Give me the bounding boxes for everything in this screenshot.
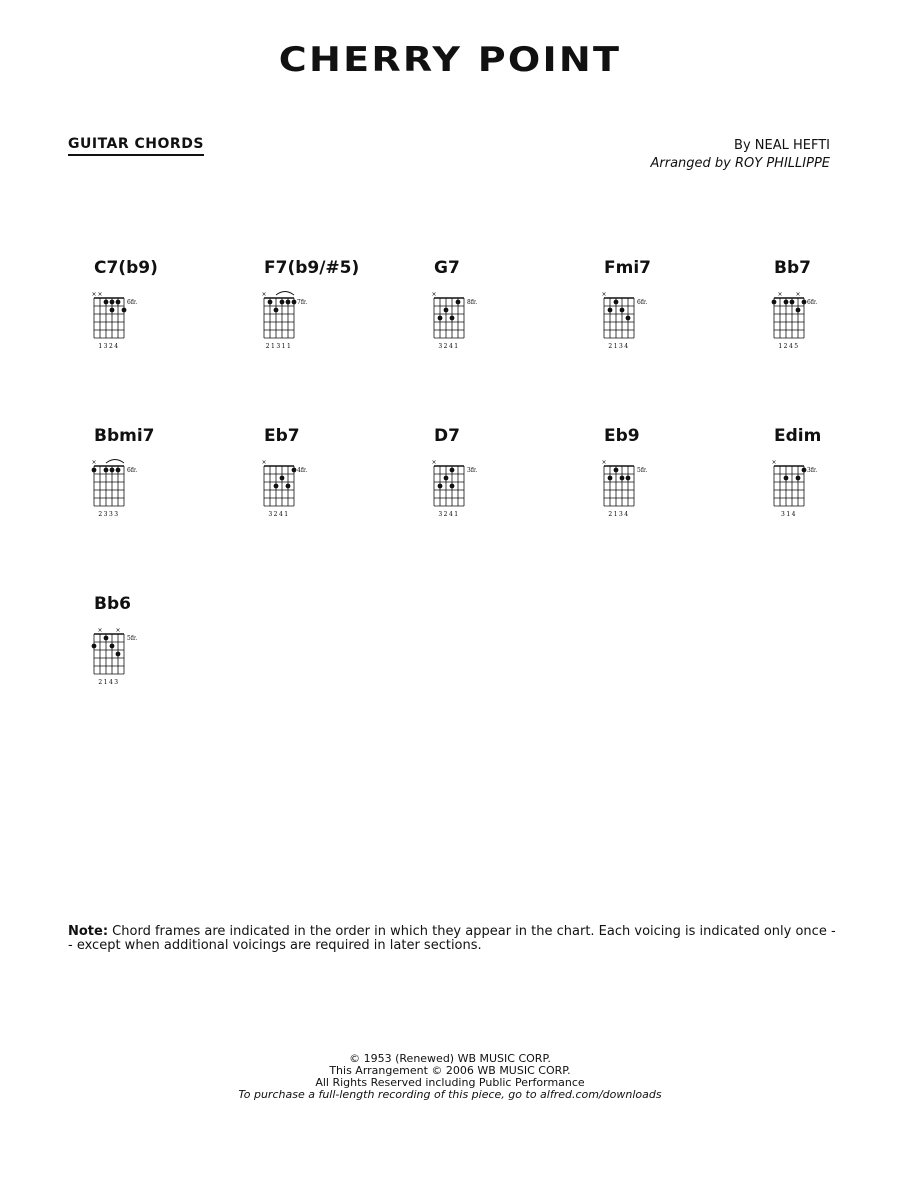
fret-position-label: 6fr. [637,299,648,306]
muted-string-mark: × [91,291,97,298]
finger-dot [438,316,443,321]
muted-string-mark: × [261,291,267,298]
finger-dot [116,300,121,305]
finger-dot [614,468,619,473]
muted-string-mark: × [115,627,121,634]
finger-dot [110,644,115,649]
chord-frame [420,426,530,546]
finger-dot [292,300,297,305]
fingering-label: 3241 [268,511,290,518]
fingering-label: 314 [781,511,797,518]
chord-name: Bb6 [94,594,131,614]
finger-dot [122,308,127,313]
chord-name: G7 [434,258,460,278]
finger-dot [444,308,449,313]
chord-frame [80,594,190,714]
finger-dot [450,316,455,321]
finger-dot [292,468,297,473]
note [68,925,838,953]
finger-dot [608,308,613,313]
chord-diagram [760,426,870,536]
note-label: Note: [68,924,109,939]
finger-dot [116,468,121,473]
muted-string-mark: × [97,627,103,634]
copyright-line-3: All Rights Reserved including Public Performance [315,1076,585,1089]
chord-frame [590,258,700,378]
fingering-label: 2143 [98,679,120,686]
fingering-label: 2333 [98,511,120,518]
composer-credit: By NEAL HEFTI [734,138,830,153]
chord-name: Eb7 [264,426,300,446]
credits [651,137,831,173]
muted-string-mark: × [261,459,267,466]
copyright-line-1: © 1953 (Renewed) WB MUSIC CORP. [349,1052,551,1065]
finger-dot [92,468,97,473]
chord-diagram [80,426,190,536]
muted-string-mark: × [91,459,97,466]
muted-string-mark: × [601,459,607,466]
fret-position-label: 6fr. [807,299,818,306]
copyright-line-2: This Arrangement © 2006 WB MUSIC CORP. [329,1064,571,1077]
fret-position-label: 3fr. [807,467,818,474]
fret-position-label: 6fr. [127,467,138,474]
note-text: Chord frames are indicated in the order in which they appear in the chart. Each voicing is indicated only once -- except when additional voicings are required in later sections. [68,924,836,953]
finger-dot [104,300,109,305]
chord-diagram [80,594,190,704]
fingering-label: 2134 [608,511,630,518]
fret-position-label: 6fr. [127,299,138,306]
finger-dot [614,300,619,305]
muted-string-mark: × [795,291,801,298]
finger-dot [110,300,115,305]
chord-diagram [590,258,700,368]
finger-dot [438,484,443,489]
muted-string-mark: × [771,459,777,466]
finger-dot [268,300,273,305]
fingering-label: 1324 [98,343,120,350]
finger-dot [444,476,449,481]
chord-diagram [760,258,870,368]
finger-dot [450,484,455,489]
finger-dot [802,468,807,473]
finger-dot [450,468,455,473]
fret-position-label: 3fr. [467,467,478,474]
finger-dot [620,308,625,313]
finger-dot [274,484,279,489]
chord-frame [590,426,700,546]
muted-string-mark: × [431,459,437,466]
finger-dot [456,300,461,305]
finger-dot [104,636,109,641]
finger-dot [626,316,631,321]
fret-position-label: 4fr. [297,467,308,474]
chord-frame [760,426,870,546]
chord-name: C7(b9) [94,258,158,278]
chord-name: F7(b9/#5) [264,258,360,278]
chord-diagram [80,258,190,368]
finger-dot [784,300,789,305]
finger-dot [110,308,115,313]
copyright-line-4: To purchase a full-length recording of this piece, go to alfred.com/downloads [238,1088,662,1101]
finger-dot [796,476,801,481]
chord-name: Bbmi7 [94,426,155,446]
finger-dot [626,476,631,481]
muted-string-mark: × [601,291,607,298]
chord-frame [80,258,190,378]
chord-frame [250,426,360,546]
chord-frame [760,258,870,378]
chord-diagram [250,258,360,368]
fret-position-label: 8fr. [467,299,478,306]
finger-dot [608,476,613,481]
finger-dot [802,300,807,305]
finger-dot [110,468,115,473]
finger-dot [286,300,291,305]
chord-diagram [420,426,530,536]
finger-dot [772,300,777,305]
part-label: GUITAR CHORDS [68,136,204,156]
chord-name: Edim [774,426,822,446]
finger-dot [784,476,789,481]
chord-frame [420,258,530,378]
chord-name: D7 [434,426,460,446]
muted-string-mark: × [431,291,437,298]
muted-string-mark: × [777,291,783,298]
finger-dot [116,652,121,657]
finger-dot [92,644,97,649]
fingering-label: 21311 [265,343,293,350]
fret-position-label: 5fr. [127,635,138,642]
fingering-label: 3241 [438,511,460,518]
finger-dot [104,468,109,473]
chord-name: Fmi7 [604,258,651,278]
arranger-credit: Arranged by ROY PHILLIPPE [650,156,830,171]
chord-name: Bb7 [774,258,811,278]
page-title: CHERRY POINT [278,40,622,80]
finger-dot [286,484,291,489]
fret-position-label: 5fr. [637,467,648,474]
barre-arc [276,292,294,296]
finger-dot [790,300,795,305]
chord-diagram [420,258,530,368]
chord-frame [80,426,190,546]
fret-position-label: 7fr. [297,299,308,306]
chord-diagram [590,426,700,536]
finger-dot [280,300,285,305]
muted-string-mark: × [97,291,103,298]
fingering-label: 3241 [438,343,460,350]
fingering-label: 1245 [778,343,800,350]
finger-dot [274,308,279,313]
finger-dot [620,476,625,481]
chord-diagram [250,426,360,536]
barre-arc [106,460,124,464]
chord-name: Eb9 [604,426,640,446]
finger-dot [796,308,801,313]
copyright [0,1053,900,1101]
chord-frame [250,258,360,378]
fingering-label: 2134 [608,343,630,350]
finger-dot [280,476,285,481]
